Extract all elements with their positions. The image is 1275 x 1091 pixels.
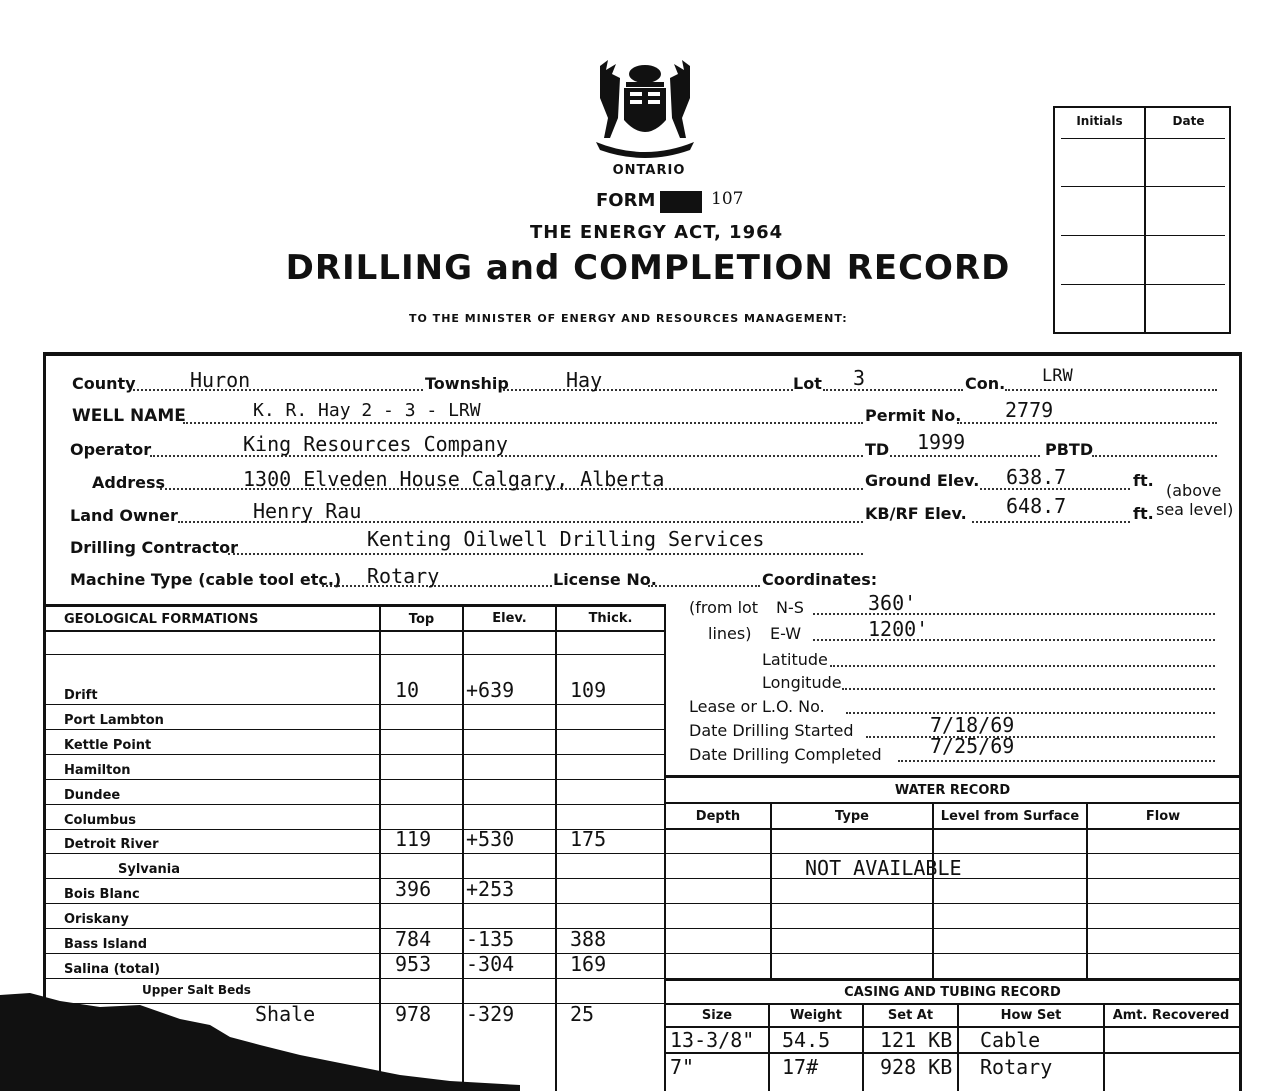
drilling-completed-label: Date Drilling Completed — [689, 745, 882, 764]
to-minister-line: TO THE MINISTER OF ENERGY AND RESOURCES MANAGEMENT: — [409, 312, 848, 325]
permit-label: Permit No. — [865, 406, 962, 425]
initials-date-box — [1053, 106, 1231, 334]
sea-level-label: sea level) — [1156, 500, 1234, 519]
geology-row-name: Oriskany — [64, 912, 129, 928]
geology-row-elev: +530 — [466, 827, 515, 852]
geology-title: GEOLOGICAL FORMATIONS — [64, 612, 259, 627]
ew-value: 1200' — [868, 617, 929, 641]
geology-row-name: Hamilton — [64, 762, 131, 778]
casing-row-how: Cable — [980, 1028, 1041, 1052]
geology-row-thick: 175 — [570, 827, 607, 852]
date-header: Date — [1172, 114, 1205, 128]
address-label: Address — [92, 473, 166, 492]
td-value: 1999 — [917, 430, 966, 454]
lease-label: Lease or L.O. No. — [689, 697, 825, 716]
geology-row-name: Detroit River — [64, 837, 159, 853]
geology-row-elev: -329 — [466, 1001, 515, 1026]
water-note: NOT AVAILABLE — [805, 856, 962, 880]
geology-row-elev: -135 — [466, 927, 515, 951]
geology-row-thick: 169 — [570, 951, 607, 976]
township-value: Hay — [566, 368, 603, 392]
land-owner-value: Henry Rau — [253, 499, 362, 523]
casing-row-set: 121 KB — [880, 1028, 953, 1052]
water-title: WATER RECORD — [894, 783, 1011, 798]
casing-row-size: 7" — [670, 1055, 695, 1079]
ew-label: E-W — [770, 624, 802, 643]
ns-value: 360' — [868, 591, 917, 615]
act-title: THE ENERGY ACT, 1964 — [530, 222, 784, 243]
geology-row-elev: +639 — [466, 678, 515, 702]
casing-title: CASING AND TUBING RECORD — [844, 985, 1061, 1000]
well-name-value: K. R. Hay 2 - 3 - LRW — [253, 400, 481, 421]
drilling-started-label: Date Drilling Started — [689, 721, 854, 740]
kb-elev-value: 648.7 — [1006, 494, 1067, 518]
casing-col-amt: Amt. Recovered — [1112, 1008, 1230, 1023]
geology-row-name: Drift — [64, 688, 98, 703]
geology-row-top: 10 — [395, 678, 420, 702]
operator-label: Operator — [70, 440, 152, 459]
geology-row-name: Salina (total) — [64, 961, 161, 977]
casing-col-how: How Set — [1000, 1008, 1062, 1023]
casing-row-how: Rotary — [980, 1055, 1053, 1079]
page-title: DRILLING and COMPLETION RECORD — [285, 248, 1011, 288]
geology-col-thick: Thick. — [588, 611, 633, 626]
geology-row-name: Bass Island — [64, 937, 148, 952]
geology-row-thick: 388 — [570, 927, 607, 951]
drilling-started-value: 7/18/69 — [930, 713, 1015, 737]
permit-value: 2779 — [1005, 398, 1054, 422]
pbtd-label: PBTD — [1045, 440, 1094, 459]
province-label: ONTARIO — [612, 163, 686, 178]
operator-value: King Resources Company — [243, 432, 508, 456]
ns-label: N-S — [776, 598, 804, 617]
land-owner-label: Land Owner — [70, 506, 178, 525]
casing-col-weight: Weight — [790, 1008, 842, 1023]
torn-corner — [0, 982, 520, 1091]
lot-label: Lot — [793, 374, 822, 393]
longitude-label: Longitude — [762, 673, 842, 692]
contractor-value: Kenting Oilwell Drilling Services — [367, 527, 765, 551]
latitude-label: Latitude — [762, 650, 828, 669]
water-col-type: Type — [835, 809, 869, 824]
lot-value: 3 — [853, 366, 866, 390]
geology-row-top: 119 — [395, 827, 432, 852]
casing-col-size: Size — [701, 1008, 733, 1023]
casing-row-set: 928 KB — [880, 1055, 953, 1079]
drilling-completed-value: 7/25/69 — [930, 734, 1015, 758]
machine-type-label: Machine Type (cable tool etc.) — [70, 570, 342, 589]
water-col-level: Level from Surface — [940, 809, 1080, 824]
geology-row-elev: -304 — [466, 951, 515, 976]
casing-row-size: 13-3/8" — [670, 1028, 755, 1052]
geology-row-name: Sylvania — [118, 862, 181, 878]
geology-row-name: Kettle Point — [64, 737, 152, 753]
address-value: 1300 Elveden House Calgary, Alberta — [243, 467, 665, 491]
geology-row-name: Dundee — [64, 787, 121, 803]
geology-row-top: 978 — [395, 1001, 432, 1026]
initials-header: Initials — [1076, 114, 1123, 128]
geology-row-name: Shale — [255, 1001, 316, 1026]
geology-row-thick: 25 — [570, 1001, 595, 1026]
geology-row-name: Columbus — [64, 812, 137, 828]
geology-row-elev: +253 — [466, 877, 515, 902]
water-col-flow: Flow — [1145, 809, 1181, 824]
township-label: Township — [425, 374, 509, 393]
kb-ft-label: ft. — [1133, 504, 1154, 523]
lines-label: lines) — [708, 624, 752, 643]
machine-type-value: Rotary — [367, 564, 440, 588]
contractor-label: Drilling Contractor — [70, 538, 238, 557]
geology-row-top: 953 — [395, 951, 432, 976]
geology-col-top: Top — [408, 612, 435, 627]
casing-col-set: Set At — [887, 1008, 934, 1023]
coordinates-label: Coordinates: — [762, 570, 878, 589]
water-col-depth: Depth — [695, 809, 741, 824]
ground-ft-label: ft. — [1133, 471, 1154, 490]
county-value: Huron — [190, 368, 251, 392]
con-value: LRW — [1042, 366, 1073, 386]
above-label: (above — [1166, 481, 1222, 500]
geology-row-name: Bois Blanc — [64, 887, 140, 903]
geology-col-elev: Elev. — [492, 611, 527, 626]
con-label: Con. — [965, 374, 1006, 393]
geology-row-name: Port Lambton — [64, 712, 164, 728]
form-number: 107 — [711, 189, 744, 209]
form-redaction — [660, 191, 702, 213]
geology-row-top: 784 — [395, 927, 432, 951]
geology-row-thick: 109 — [570, 678, 607, 702]
form-prefix: FORM — [596, 190, 656, 211]
license-label: License No. — [553, 570, 657, 589]
geology-row-top: 396 — [395, 877, 432, 902]
casing-row-weight: 17# — [782, 1055, 819, 1079]
kb-elev-label: KB/RF Elev. — [865, 504, 967, 523]
county-label: County — [72, 374, 136, 393]
ground-elev-label: Ground Elev. — [865, 471, 980, 490]
ground-elev-value: 638.7 — [1006, 465, 1067, 489]
geology-row-name: Upper Salt Beds — [142, 982, 251, 997]
ontario-crest-icon — [586, 58, 704, 158]
well-name-label: WELL NAME — [72, 406, 186, 426]
from-lot-label: (from lot — [689, 598, 759, 617]
casing-row-weight: 54.5 — [782, 1028, 831, 1052]
td-label: TD — [865, 440, 890, 459]
